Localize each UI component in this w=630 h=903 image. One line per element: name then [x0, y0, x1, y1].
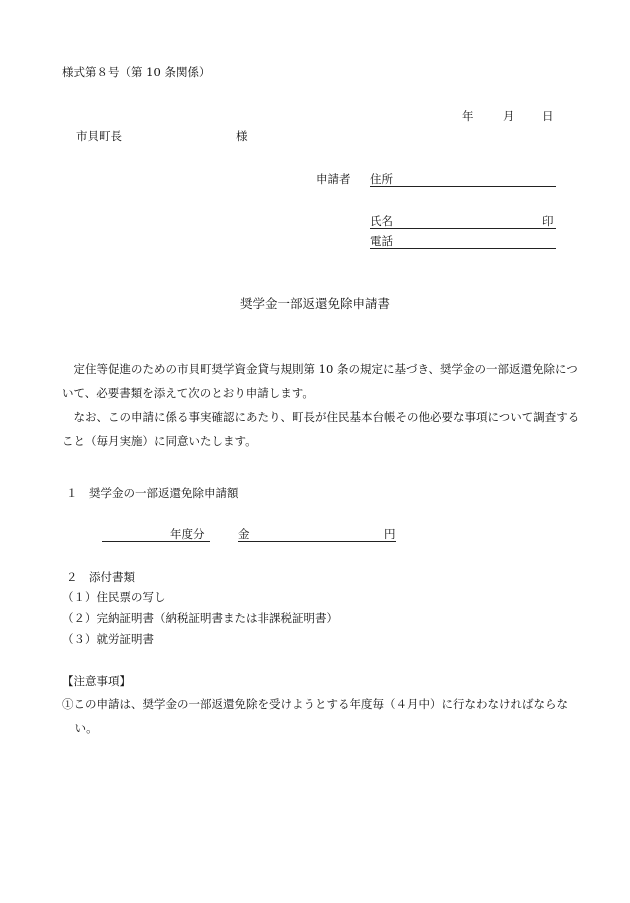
section1-heading: １ 奨学金の一部返還免除申請額 [66, 486, 239, 500]
list-item: （３）就労証明書 [62, 632, 154, 646]
phone-field[interactable] [370, 248, 556, 249]
address-field[interactable] [370, 186, 556, 187]
form-number: 様式第８号（第 10 条関係） [62, 65, 211, 79]
name-field[interactable] [370, 228, 556, 229]
name-label: 氏名 [370, 214, 393, 228]
phone-label: 電話 [370, 234, 393, 248]
list-item: （２）完納証明書（納税証明書または非課税証明書） [62, 611, 338, 625]
notes-list [62, 692, 582, 740]
amount-field[interactable] [238, 541, 396, 542]
section2-heading: ２ 添付書類 [66, 570, 135, 584]
applicant-role-label: 申請者 [316, 172, 351, 186]
addressee-name: 市貝町長 [76, 129, 122, 143]
addressee-honorific: 様 [236, 129, 248, 143]
date-day-label: 日 [542, 109, 554, 123]
date-year-label: 年 [462, 109, 474, 123]
document-title: 奨学金一部返還免除申請書 [239, 296, 390, 311]
address-label: 住所 [370, 172, 393, 186]
fiscal-year-suffix: 年度分 [170, 527, 205, 541]
date-month-label: 月 [503, 109, 515, 123]
body-text [62, 357, 582, 453]
body-paragraph: 定住等促進のための市貝町奨学資金貸与規則第 10 条の規定に基づき、奨学金の一部返還免除について、必要書類を添えて次のとおり申請します。 [62, 362, 578, 400]
body-paragraph: なお、この申請に係る事実確認にあたり、町長が住民基本台帳その他必要な事項について調査すること（毎月実施）に同意いたします。 [62, 410, 580, 448]
note-item: ①この申請は、奨学金の一部返還免除を受けようとする年度毎（４月中）に行なわなければならない。 [62, 697, 568, 735]
list-item: （１）住民票の写し [62, 590, 166, 604]
amount-unit: 円 [384, 527, 396, 541]
notes-heading: 【注意事項】 [62, 674, 131, 688]
seal-label: 印 [542, 214, 554, 228]
amount-label: 金 [238, 527, 250, 541]
